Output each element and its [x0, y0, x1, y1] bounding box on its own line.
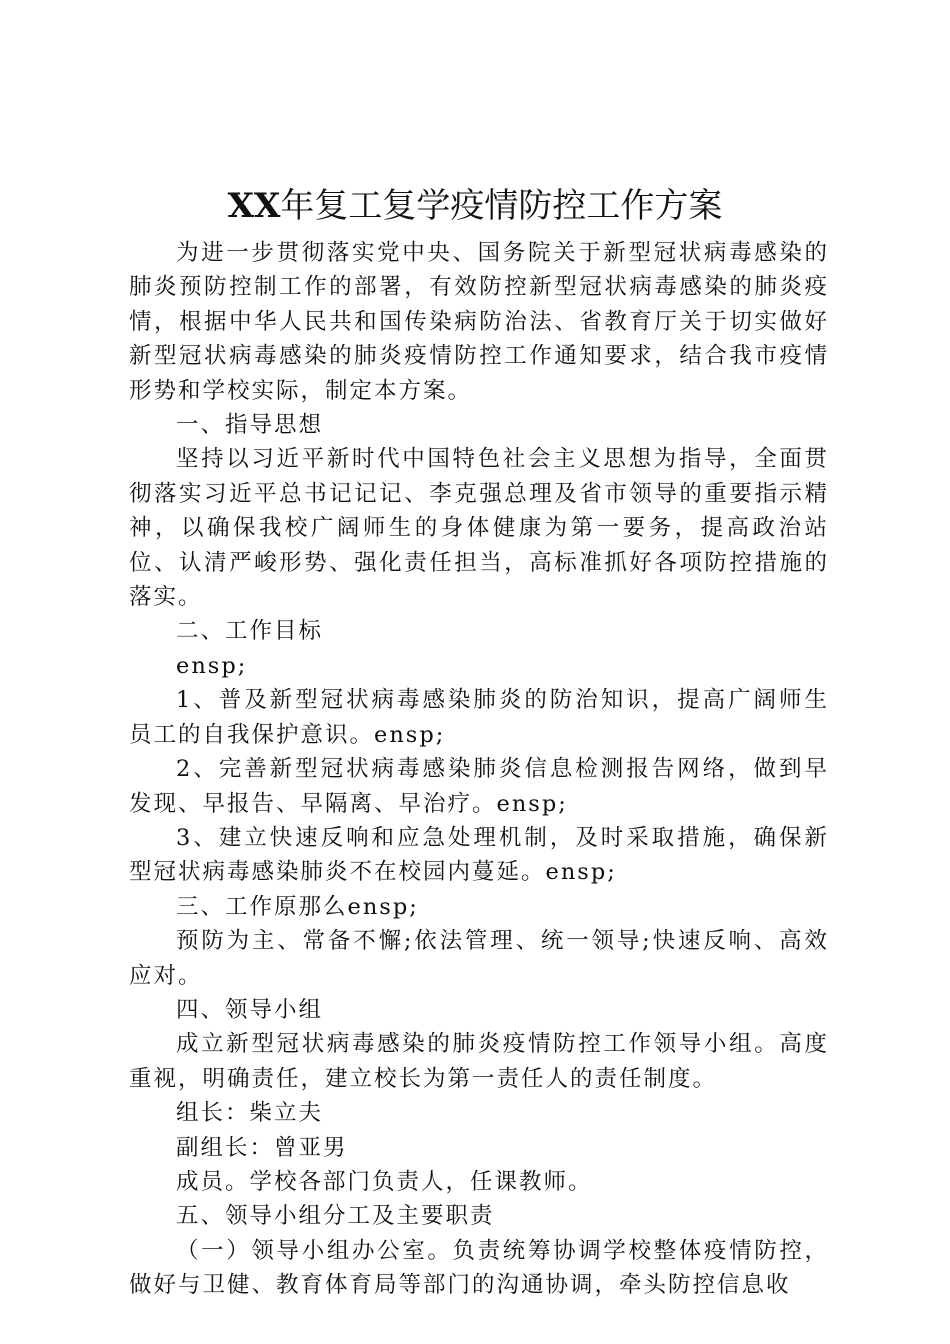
leadership-group-paragraph: 成立新型冠状病毒感染的肺炎疫情防控工作领导小组。高度重视，明确责任，建立校长为第一责任人的责任制度。: [129, 1031, 829, 1092]
goal-item-3: 3、建立快速反响和应急处理机制，及时采取措施，确保新型冠状病毒感染肺炎不在校园内蔓延。ensp;: [129, 824, 829, 886]
placeholder-line: ensp;: [176, 652, 248, 679]
goal-item-1: 1、普及新型冠状病毒感染肺炎的防治知识，提高广阔师生员工的自我保护意识。ensp;: [129, 687, 829, 748]
document-body: [129, 236, 829, 1303]
document-title: [0, 184, 950, 228]
section-heading-guiding-ideology: 一、指导思想: [176, 412, 324, 439]
principles-paragraph: 预防为主、常备不懈;依法管理、统一领导;快速反响、高效应对。: [129, 928, 829, 989]
intro-paragraph: 为进一步贯彻落实党中央、国务院关于新型冠状病毒感染的肺炎预防控制工作的部署，有效防控新型冠状病毒感染的肺炎疫情，根据中华人民共和国传染病防治法、省教育厅关于切实做好新型冠状病毒感染的肺炎疫情防控工作通知要求，结合我市疫情形势和学校实际，制定本方案。: [129, 240, 829, 404]
office-duties-paragraph: （一）领导小组办公室。负责统筹协调学校整体疫情防控，做好与卫健、教育体育局等部门的沟通协调，牵头防控信息收: [129, 1237, 829, 1299]
group-leader-line: 组长：柴立夫: [176, 1100, 324, 1127]
guiding-ideology-paragraph: 坚持以习近平新时代中国特色社会主义思想为指导，全面贯彻落实习近平总书记记记、李克强总理及省市领导的重要指示精神，以确保我校广阔师生的身体健康为第一要务，提高政治站位、认清严峻形势、强化责任担当，高标准抓好各项防控措施的落实。: [129, 446, 829, 611]
section-heading-leadership-group: 四、领导小组: [176, 996, 324, 1023]
title-prefix: XX: [227, 186, 281, 226]
goal-item-2: 2、完善新型冠状病毒感染肺炎信息检测报告网络，做到早发现、早报告、早隔离、早治疗。ensp;: [129, 756, 829, 817]
section-heading-work-principles: 三、工作原那么ensp;: [176, 893, 419, 920]
members-line: 成员。学校各部门负责人，任课教师。: [176, 1168, 593, 1195]
deputy-leader-line: 副组长：曾亚男: [176, 1134, 348, 1161]
section-heading-division-of-duties: 五、领导小组分工及主要职责: [176, 1203, 495, 1230]
title-text: 年复工复学疫情防控工作方案: [280, 186, 723, 226]
section-heading-work-goals: 二、工作目标: [176, 618, 324, 645]
